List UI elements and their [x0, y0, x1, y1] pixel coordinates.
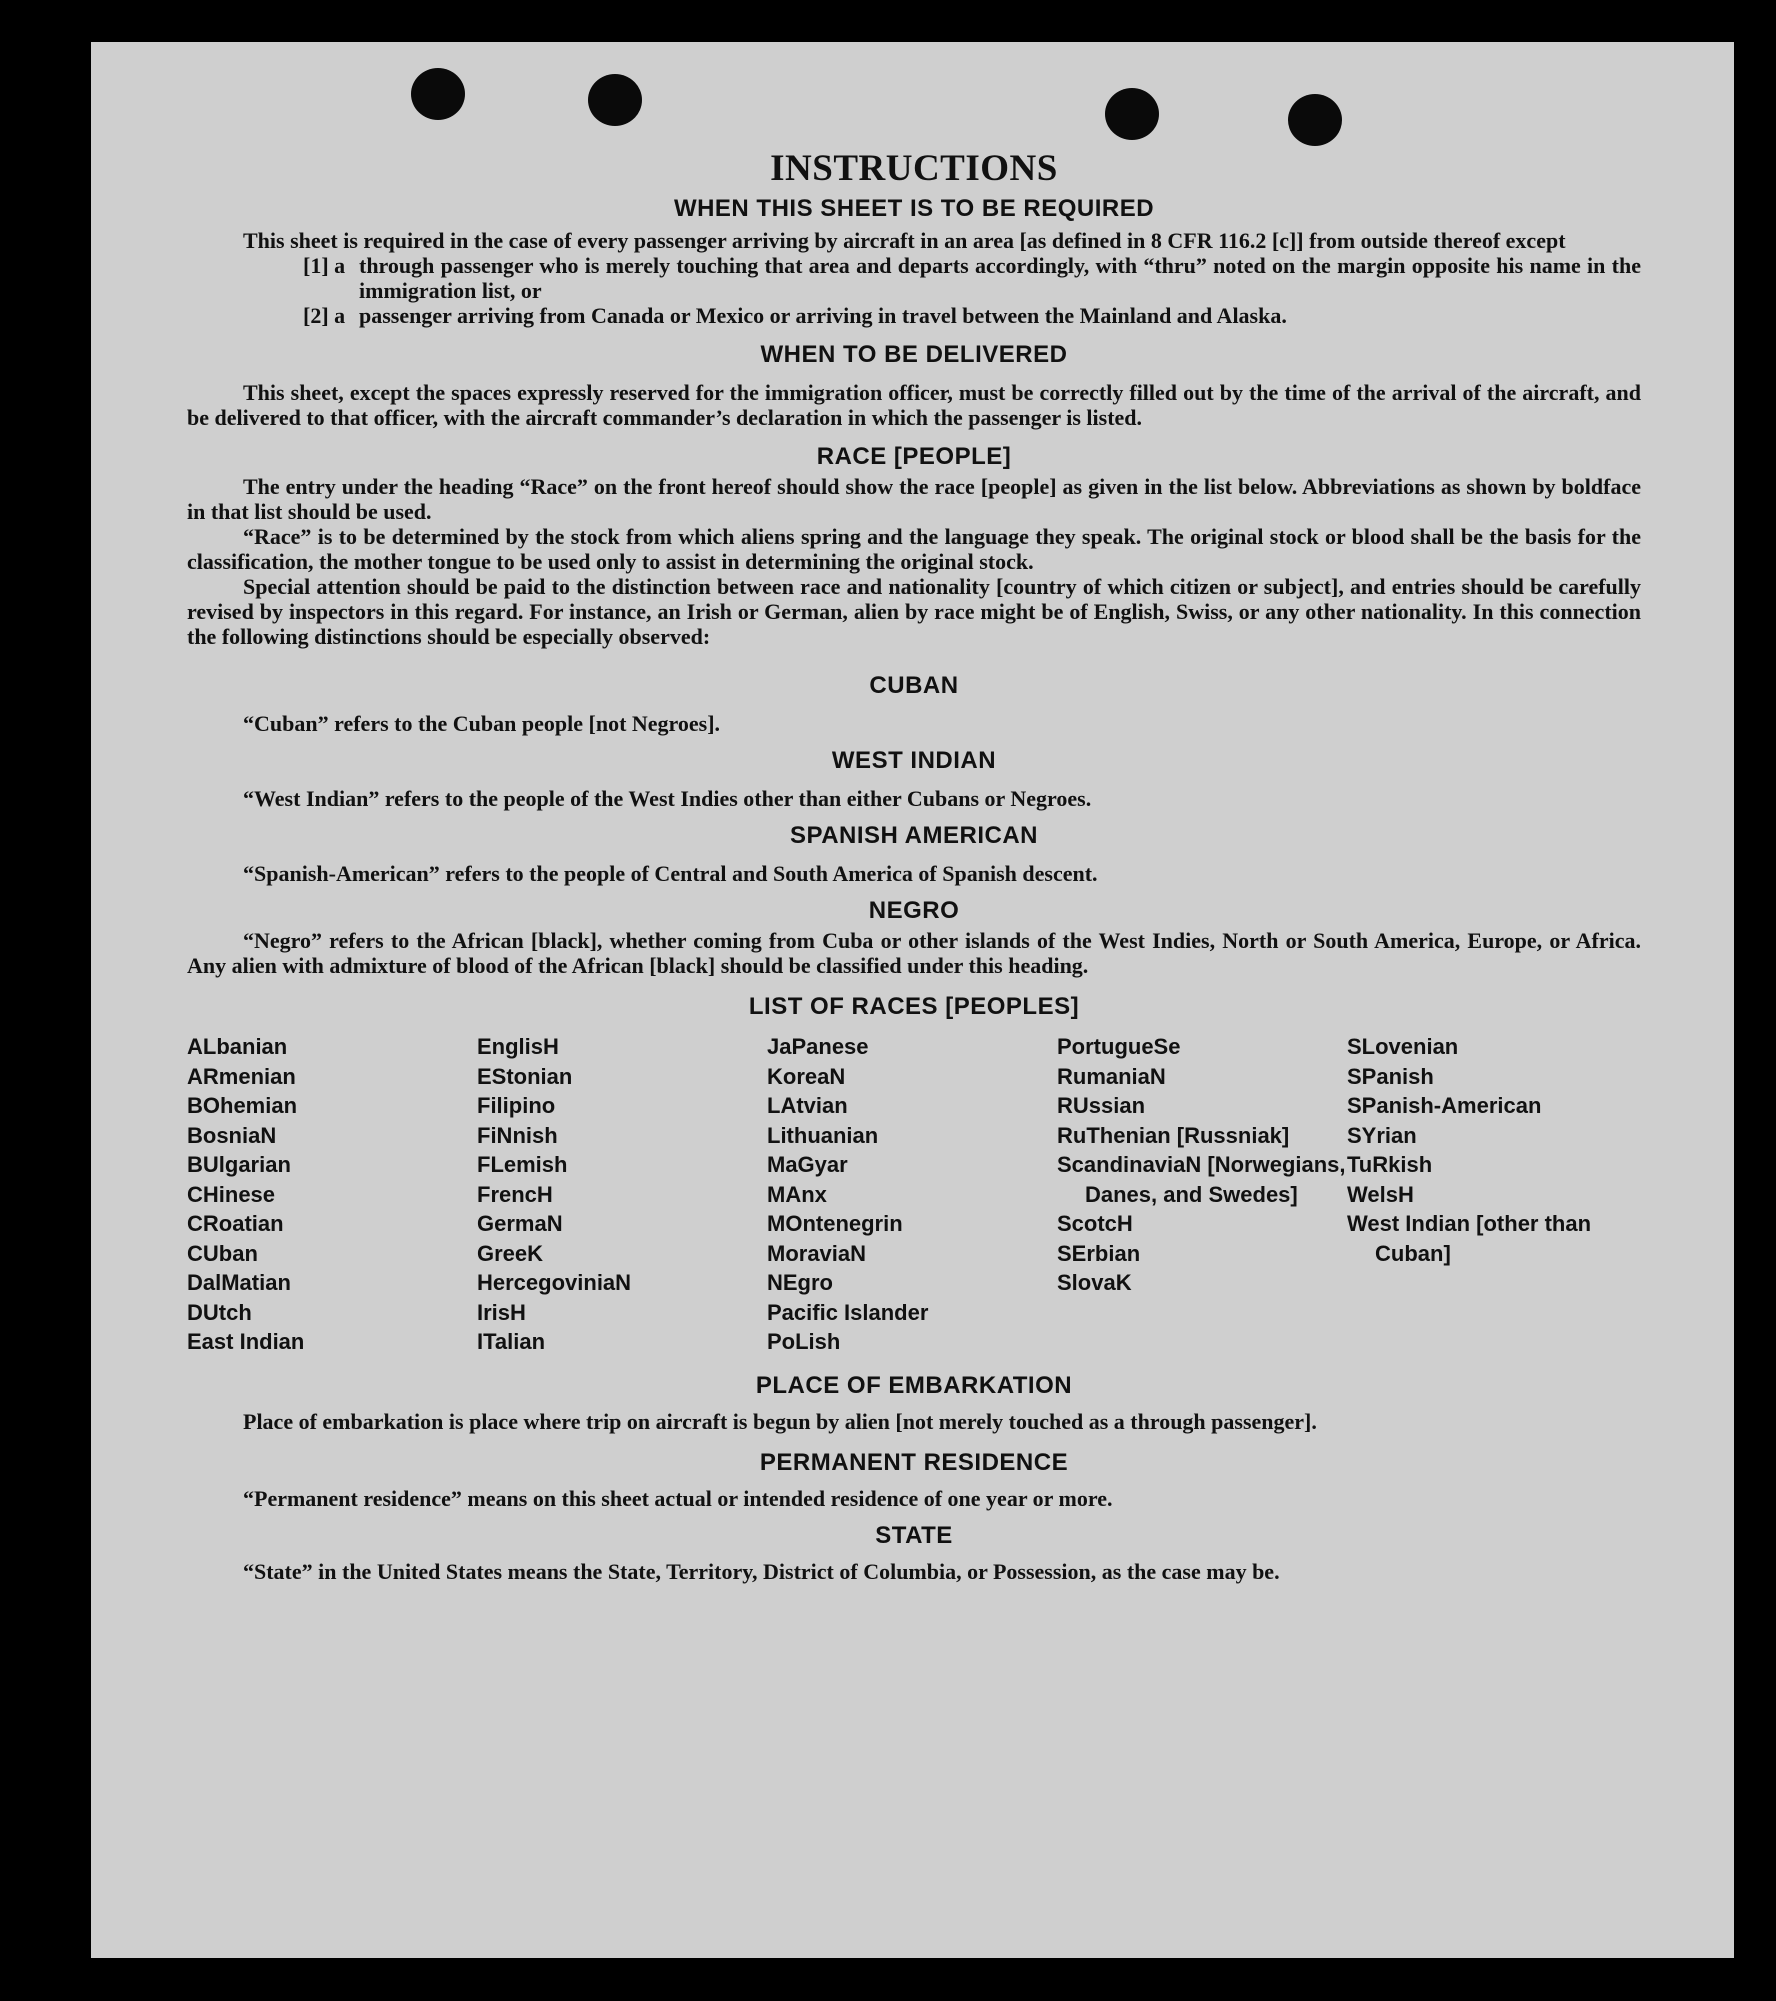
section-heading-permanent-residence: PERMANENT RESIDENCE	[759, 1448, 1069, 1476]
document-sheet	[91, 42, 1734, 1958]
section-heading-race: RACE [PEOPLE]	[816, 443, 1012, 470]
punch-hole	[588, 74, 642, 126]
page-title: INSTRUCTIONS	[770, 148, 1058, 189]
race-list-item: RuThenian [Russniak]	[1057, 1122, 1290, 1148]
race-column	[1057, 1032, 1347, 1357]
exception-item-1: [1] a through passenger who is merely touching that area and departs accordingly, with “thru” noted on the margin opposite his name in the immigration list, or	[303, 253, 1641, 303]
section-heading-cuban: CUBAN	[869, 672, 959, 699]
race-list-item: FLemish	[477, 1152, 568, 1177]
race-list-item: KoreaN	[767, 1063, 846, 1089]
state-text: “State” in the United States means the State, Territory, District of Columbia, or Possession, as the case may be.	[243, 1558, 1280, 1584]
race-list-item: BosniaN	[187, 1122, 277, 1148]
race-list-item: MaGyar	[767, 1152, 848, 1177]
race-list-item: SErbian	[1057, 1240, 1141, 1266]
race-column	[187, 1032, 477, 1357]
race-list-item: DUtch	[187, 1299, 252, 1325]
section-heading-when-required: WHEN THIS SHEET IS TO BE REQUIRED	[673, 195, 1155, 222]
race-list-item: GermaN	[477, 1211, 563, 1236]
race-list-item: NEgro	[767, 1270, 833, 1295]
race-list-item: PortugueSe	[1057, 1034, 1181, 1059]
permanent-residence-text: “Permanent residence” means on this sheet actual or intended residence of one year or more.	[243, 1485, 1113, 1511]
race-list-item: East Indian	[187, 1329, 305, 1354]
race-list-item: Filipino	[477, 1093, 556, 1118]
race-list-item: Lithuanian	[767, 1122, 879, 1148]
race-list-item: MAnx	[767, 1181, 827, 1207]
punch-hole	[1288, 94, 1342, 146]
race-list-item: SYrian	[1347, 1122, 1417, 1148]
race-list	[187, 1032, 1641, 1357]
race-list-item: RUssian	[1057, 1093, 1146, 1118]
section-heading-west-indian: WEST INDIAN	[831, 747, 997, 774]
race-list-item: HercegoviniaN	[477, 1270, 632, 1295]
race-list-item: ScandinaviaN [Norwegians, Danes, and Swedes]	[1057, 1152, 1346, 1207]
negro-text: “Negro” refers to the African [black], whether coming from Cuba or other islands of the West Indies, North or South America, Europe, or Africa. Any alien with admixture of blood of the African [black] should be classified under this heading.	[187, 928, 1641, 978]
section-heading-negro: NEGRO	[868, 897, 960, 924]
cuban-text: “Cuban” refers to the Cuban people [not Negroes].	[243, 711, 721, 736]
race-list-item: ALbanian	[187, 1034, 288, 1059]
when-required-intro: This sheet is required in the case of every passenger arriving by aircraft in an area [as defined in 8 CFR 116.2 [c]] from outside thereof except	[243, 228, 1566, 253]
section-heading-when-delivered: WHEN TO BE DELIVERED	[760, 341, 1068, 368]
section-heading-list-of-races: LIST OF RACES [PEOPLES]	[748, 993, 1080, 1020]
race-list-item: FrencH	[477, 1181, 553, 1207]
when-delivered-text: This sheet, except the spaces expressly reserved for the immigration officer, must be correctly filled out by the time of the arrival of the aircraft, and be delivered to that officer, with the aircraft commander’s declaration in which the passenger is listed.	[187, 380, 1641, 430]
race-list-item: ScotcH	[1057, 1211, 1133, 1236]
race-list-item: CUban	[187, 1240, 258, 1266]
race-list-item: PoLish	[767, 1329, 841, 1354]
race-list-item: GreeK	[477, 1240, 544, 1266]
race-column	[767, 1032, 1057, 1357]
race-list-item: RumaniaN	[1057, 1063, 1166, 1089]
race-list-item: TuRkish	[1347, 1152, 1433, 1177]
race-list-item: SPanish	[1347, 1063, 1434, 1089]
race-list-item: MoraviaN	[767, 1240, 867, 1266]
race-list-item: EStonian	[477, 1063, 573, 1089]
race-list-item: Pacific Islander	[767, 1299, 929, 1325]
race-column	[1347, 1032, 1637, 1357]
spanish-american-text: “Spanish-American” refers to the people of Central and South America of Spanish descent.	[243, 861, 1098, 886]
race-paragraph: The entry under the heading “Race” on the front hereof should show the race [people] as given in the list below. Abbreviations as shown by boldface in that list should be used.	[187, 474, 1641, 524]
section-heading-place-of-embarkation: PLACE OF EMBARKATION	[755, 1371, 1073, 1399]
race-list-item: BOhemian	[187, 1093, 298, 1118]
race-list-item: ARmenian	[187, 1063, 296, 1089]
race-list-item: DalMatian	[187, 1270, 291, 1295]
race-list-item: FiNnish	[477, 1122, 558, 1148]
place-of-embarkation-text: Place of embarkation is place where trip on aircraft is begun by alien [not merely touched as a through passenger].	[243, 1408, 1317, 1434]
race-list-item: CHinese	[187, 1181, 276, 1207]
section-heading-spanish-american: SPANISH AMERICAN	[789, 822, 1038, 849]
race-list-item: BUlgarian	[187, 1152, 291, 1177]
race-list-item: SLovenian	[1347, 1034, 1459, 1059]
race-list-item: MOntenegrin	[767, 1211, 903, 1236]
race-list-item: ITalian	[477, 1329, 546, 1354]
race-list-item: West Indian [other than Cuban]	[1347, 1211, 1592, 1266]
race-list-item: JaPanese	[767, 1034, 869, 1059]
punch-hole	[411, 68, 465, 120]
race-list-item: SlovaK	[1057, 1270, 1132, 1295]
race-list-item: CRoatian	[187, 1211, 284, 1236]
race-paragraph: “Race” is to be determined by the stock from which aliens spring and the language they speak. The original stock or blood shall be the basis for the classification, the mother tongue to be used only to assist in determining the original stock.	[187, 524, 1641, 574]
west-indian-text: “West Indian” refers to the people of the West Indies other than either Cubans or Negroes.	[243, 786, 1092, 811]
section-heading-state: STATE	[875, 1521, 953, 1549]
exception-item-2: [2] a passenger arriving from Canada or Mexico or arriving in travel between the Mainland and Alaska.	[303, 303, 1287, 328]
race-list-item: LAtvian	[767, 1093, 848, 1118]
punch-hole	[1105, 88, 1159, 140]
instructions-content	[187, 147, 1641, 1584]
race-list-item: WelsH	[1347, 1181, 1414, 1207]
race-list-item: SPanish-American	[1347, 1093, 1542, 1118]
race-list-item: EnglisH	[477, 1034, 559, 1059]
race-list-item: IrisH	[477, 1299, 526, 1325]
race-column	[477, 1032, 767, 1357]
race-paragraph: Special attention should be paid to the distinction between race and nationality [country of which citizen or subject], and entries should be carefully revised by inspectors in this regard. For instance, an Irish or German, alien by race might be of English, Swiss, or any other nationality. In this connection the following distinctions should be especially observed:	[187, 574, 1641, 649]
